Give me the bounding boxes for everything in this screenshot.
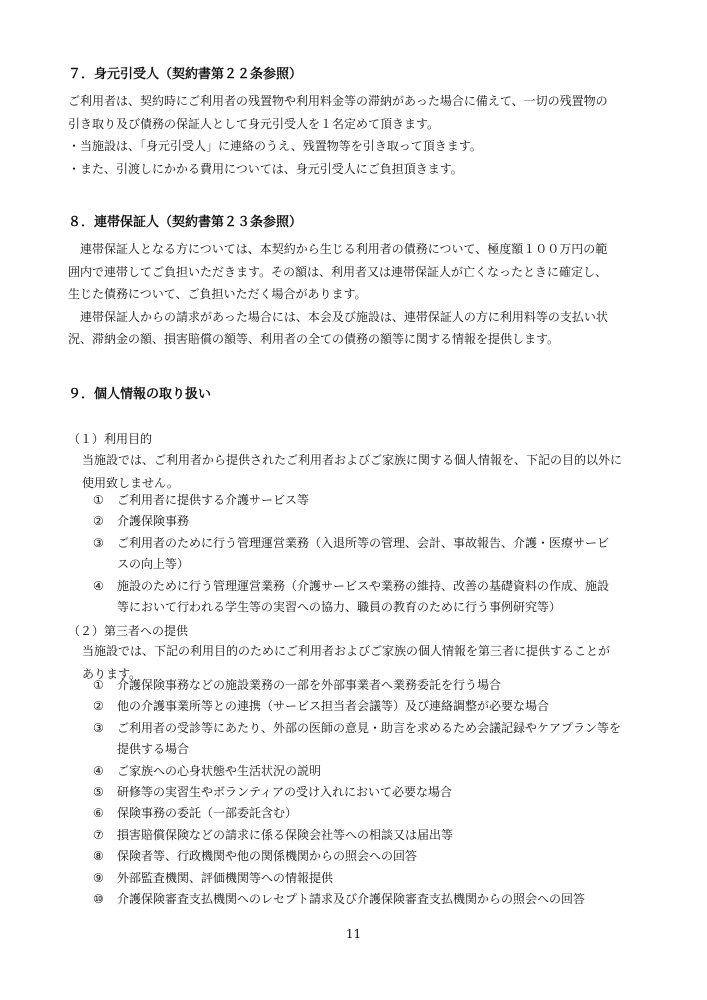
list-item — [93, 846, 621, 867]
item-text: ご利用者のために行う管理運営業務（入退所等の管理、会計、事故報告、介護・医療サービ — [117, 535, 610, 550]
list-item — [93, 825, 621, 846]
item-text-continued: スの向上等） — [117, 557, 190, 572]
purpose-list — [93, 490, 609, 618]
item-text: ご利用者に提供する介護サービス等 — [117, 493, 310, 507]
body-line: 況、滞納金の額、損害賠償の額等、利用者の全ての債務の額等に関する情報を提供します。 — [68, 332, 560, 346]
section-7-heading: ７．身元引受人（契約書第２２条参照） — [68, 67, 303, 82]
body-line: 当施設では、ご利用者から提供されたご利用者およびご家族に関する個人情報を、下記の目的以外に — [82, 453, 623, 467]
item-text: 介護保険審査支払機関へのレセプト請求及び介護保険審査支払機関からの照会への回答 — [117, 892, 586, 907]
item-number: ③ — [93, 535, 104, 550]
list-item — [93, 803, 621, 824]
item-text: 研修等の実習生やボランティアの受け入れにおいて必要な場合 — [117, 785, 453, 800]
list-item — [93, 718, 621, 761]
item-number: ① — [93, 678, 104, 692]
body-line: 生じた債務について、ご負担いただく場合があります。 — [68, 287, 367, 301]
page-number: 11 — [345, 927, 362, 941]
section-9-heading: ９．個人情報の取り扱い — [68, 387, 212, 402]
body-line: ・当施設は、「身元引受人」に連絡のうえ、残置物等を引き取って頂きます。 — [68, 139, 482, 153]
item-number: ① — [93, 493, 104, 507]
item-text: 外部監査機関、評価機関等への情報提供 — [117, 870, 334, 885]
list-item — [93, 868, 621, 889]
list-item — [93, 696, 621, 717]
item-number: ⑤ — [93, 785, 104, 800]
list-item — [93, 533, 609, 576]
body-line: 囲内で連帯してご負担いただきます。その額は、利用者又は連帯保証人が亡くなったときに確定し、 — [68, 264, 608, 279]
subsection-1-title: （１）利用目的 — [68, 432, 153, 446]
body-line: 連帯保証人となる方については、本契約から生じる利用者の債務について、極度額１００万円の範 — [68, 242, 608, 256]
body-line: 連帯保証人からの請求があった場合には、本会及び施設は、連帯保証人の方に利用料等の支払い状 — [68, 309, 608, 324]
item-number: ③ — [93, 720, 104, 735]
list-item — [93, 511, 609, 532]
item-number: ⑥ — [93, 806, 104, 821]
item-number: ⑦ — [93, 827, 104, 842]
body-line: あります。 — [82, 666, 142, 681]
item-text: 介護保険事務などの施設業務の一部を外部事業者へ業務委託を行う場合 — [117, 678, 502, 692]
item-number: ② — [93, 514, 104, 529]
section-8-body — [68, 238, 608, 351]
list-item — [93, 576, 609, 619]
body-line: ご利用者は、契約時にご利用者の残置物や利用料金等の滞納があった場合に備えて、一切の残置物の — [68, 94, 608, 108]
item-text: 保険者等、行政機関や他の関係機関からの照会への回答 — [117, 849, 418, 864]
item-text: 施設のために行う管理運営業務（介護サービスや業務の維持、改善の基礎資料の作成、施設 — [117, 578, 610, 593]
item-number: ⑩ — [93, 892, 104, 907]
list-item — [93, 490, 609, 511]
item-number: ⑨ — [93, 870, 104, 885]
item-text: 損害賠償保険などの請求に係る保険会社等への相談又は届出等 — [117, 827, 454, 842]
item-text: 介護保険事務 — [117, 514, 190, 529]
item-number: ⑧ — [93, 849, 104, 864]
item-text-continued: 等において行われる学生等の実習への協力、職員の教育のために行う事例研究等） — [117, 600, 562, 615]
item-text: 他の介護事業所等との連携（サービス担当者会議等）及び連絡調整が必要な場合 — [117, 699, 550, 714]
list-item — [93, 761, 621, 782]
list-item — [93, 675, 621, 696]
item-text: ご利用者の受診等にあたり、外部の医師の意見・助言を求めるため会議記録やケアプラン等を — [117, 720, 622, 735]
item-text-continued: 提供する場合 — [117, 742, 190, 757]
list-item — [93, 782, 621, 803]
third-party-list — [93, 675, 621, 910]
item-number: ④ — [93, 578, 104, 593]
item-text: ご家族への心身状態や生活状況の説明 — [117, 763, 322, 778]
item-text: 保険事務の委託（一部委託含む） — [117, 806, 298, 821]
body-line: 使用致しません。 — [82, 475, 179, 490]
body-line: ・また、引渡しにかかる費用については、身元引受人にご負担頂きます。 — [68, 161, 463, 176]
section-7-body — [68, 90, 608, 180]
body-line: 当施設では、下記の利用目的のためにご利用者およびご家族の個人情報を第三者に提供することが — [82, 644, 611, 658]
item-number: ④ — [93, 763, 104, 778]
body-line: 引き取り及び債務の保証人として身元引受人を１名定めて頂きます。 — [68, 116, 440, 131]
section-8-heading: ８．連帯保証人（契約書第２３条参照） — [68, 215, 303, 230]
subsection-1-intro — [82, 449, 622, 494]
list-item — [93, 889, 621, 910]
subsection-2-title: （２）第三者への提供 — [68, 624, 189, 638]
item-number: ② — [93, 699, 104, 714]
